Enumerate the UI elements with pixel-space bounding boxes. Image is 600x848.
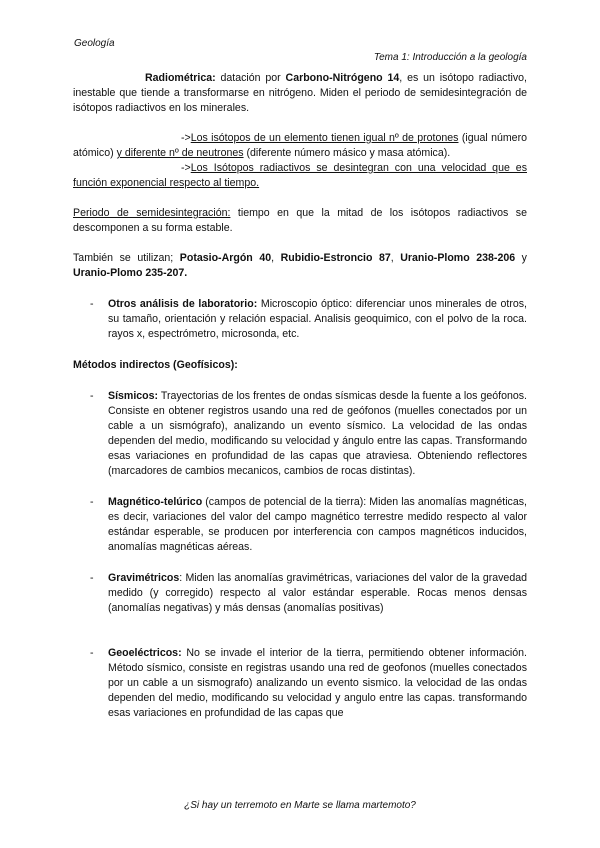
list-item-magnetico [73,495,527,555]
header-subject: Geología [74,38,115,49]
magnetico-text: (campos de potencial de la tierra): Miden las anomalías magnéticas, es decir, variaciones del valor del campo magnético terrestre medido respecto al valor estándar esperable, se producen por interferencia con campos magnéticos inducidos, anomalías magnéticas aéreas. [108,496,527,553]
gravimetricos-text: : Miden las anomalías gravimétricas, variaciones del valor de la gravedad medido (y corregido) respecto al valor estándar esperable. Rocas menos densas (anomalías negativas) y más densas (anomalías positivas) [108,572,527,614]
isotope-note-1-underlined-b: y diferente nº de neutrones [116,147,244,159]
isotope-note-1 [73,131,527,161]
radiometrica-paragraph [73,71,527,116]
isotope-note-1-text-a: (igual número atómico) [73,132,527,159]
list-item-sismicos [73,389,527,479]
sismicos-text: Trayectorias de los frentes de ondas sísmicas desde la fuente a los geófonos. Consiste en obtener registros usando una red de geófonos (muelles conectados por un cable a un sismógrafo), analizando un evento sísmico. La velocidad de las ondas dependen del medio, modificando su velocidad y ángulo entre las capas. Transformando esas variaciones en profundidad de las capas que atraviesa. Obteniendo reflectores (marcadores de cambios mecanicos, cambios de rocas distintas). [108,390,527,477]
separator: y [515,252,527,264]
isotope-note-2-underlined: Los Isótopos radiactivos se desintegran con una velocidad que es función exponencial respecto al tiempo. [73,162,527,189]
sismicos-label: Sísmicos: [108,390,159,402]
otros-text: Microscopio óptico: diferenciar unos minerales de otros, su tamaño, orientación y relación espacial. Analisis geoquimico, con el polvo de la roca. rayos x, espectrómetro, microsonda, etc. [108,298,528,340]
bullet-dash: - [90,298,94,310]
periodo-definition: tiempo en que la mitad de los isótopos radiactivos se descomponen a su forma estable. [73,207,528,234]
separator: , [271,252,281,264]
radiometrica-text-1: datación por [215,72,286,84]
method-potasio-argon: Potasio-Argón 40 [179,252,272,264]
list-item-gravimetricos [73,571,527,616]
tambien-text: También se utilizan; [73,252,180,264]
bullet-dash: - [90,496,94,508]
radiometrica-isotope: Carbono-Nitrógeno 14 [285,72,400,84]
geoelectricos-text: No se invade el interior de la tierra, permitiendo obtener información. Método sísmico, consiste en registras usando una red de geofonos (muelles conectados por un cable a un sismografo) analizando un evento sismico. la velocidad de las ondas dependen del medio, modificando su velocidad y angulo entre las capas. transformando esas variaciones en profundidad de las capas que [108,647,527,719]
footer-joke: ¿Si hay un terremoto en Marte se llama martemoto? [184,800,416,811]
document-body [73,71,527,721]
bullet-dash: - [90,572,94,584]
arrow-prefix: -> [181,132,191,144]
header-topic: Tema 1: Introducción a la geología [373,52,527,63]
magnetico-label: Magnético-telúrico [108,496,203,508]
method-uranio-plomo-238: Uranio-Plomo 238-206 [400,252,516,264]
isotope-note-1-underlined-a: Los isótopos de un elemento tienen igual nº de protones [190,132,459,144]
tambien-paragraph [73,251,527,281]
separator: , [390,252,401,264]
geoelectricos-label: Geoeléctricos: [108,647,182,659]
otros-label: Otros análisis de laboratorio: [108,298,258,310]
bullet-dash: - [90,647,94,659]
radiometrica-label: Radiométrica: [145,72,216,84]
periodo-paragraph [73,206,527,236]
list-item-otros [73,297,527,342]
radiometrica-text-2: , es un isótopo radiactivo, inestable que tiende a transformarse en nitrógeno. Miden el periodo de semidesintegración de isótopos radiactivos en los minerales. [73,72,527,114]
bullet-dash: - [90,390,94,402]
section-heading-text: Métodos indirectos (Geofísicos): [73,359,238,371]
isotope-note-1-text-b: (diferente número másico y masa atómica). [243,147,451,159]
periodo-term: Periodo de semidesintegración: [73,207,231,219]
arrow-prefix: -> [181,162,191,174]
method-rubidio-estroncio: Rubidio-Estroncio 87 [280,252,391,264]
isotope-note-2 [73,161,527,191]
section-heading [73,358,527,373]
gravimetricos-label: Gravimétricos [108,572,180,584]
list-item-geoelectricos [73,646,527,721]
method-uranio-plomo-235: Uranio-Plomo 235-207. [73,267,188,279]
